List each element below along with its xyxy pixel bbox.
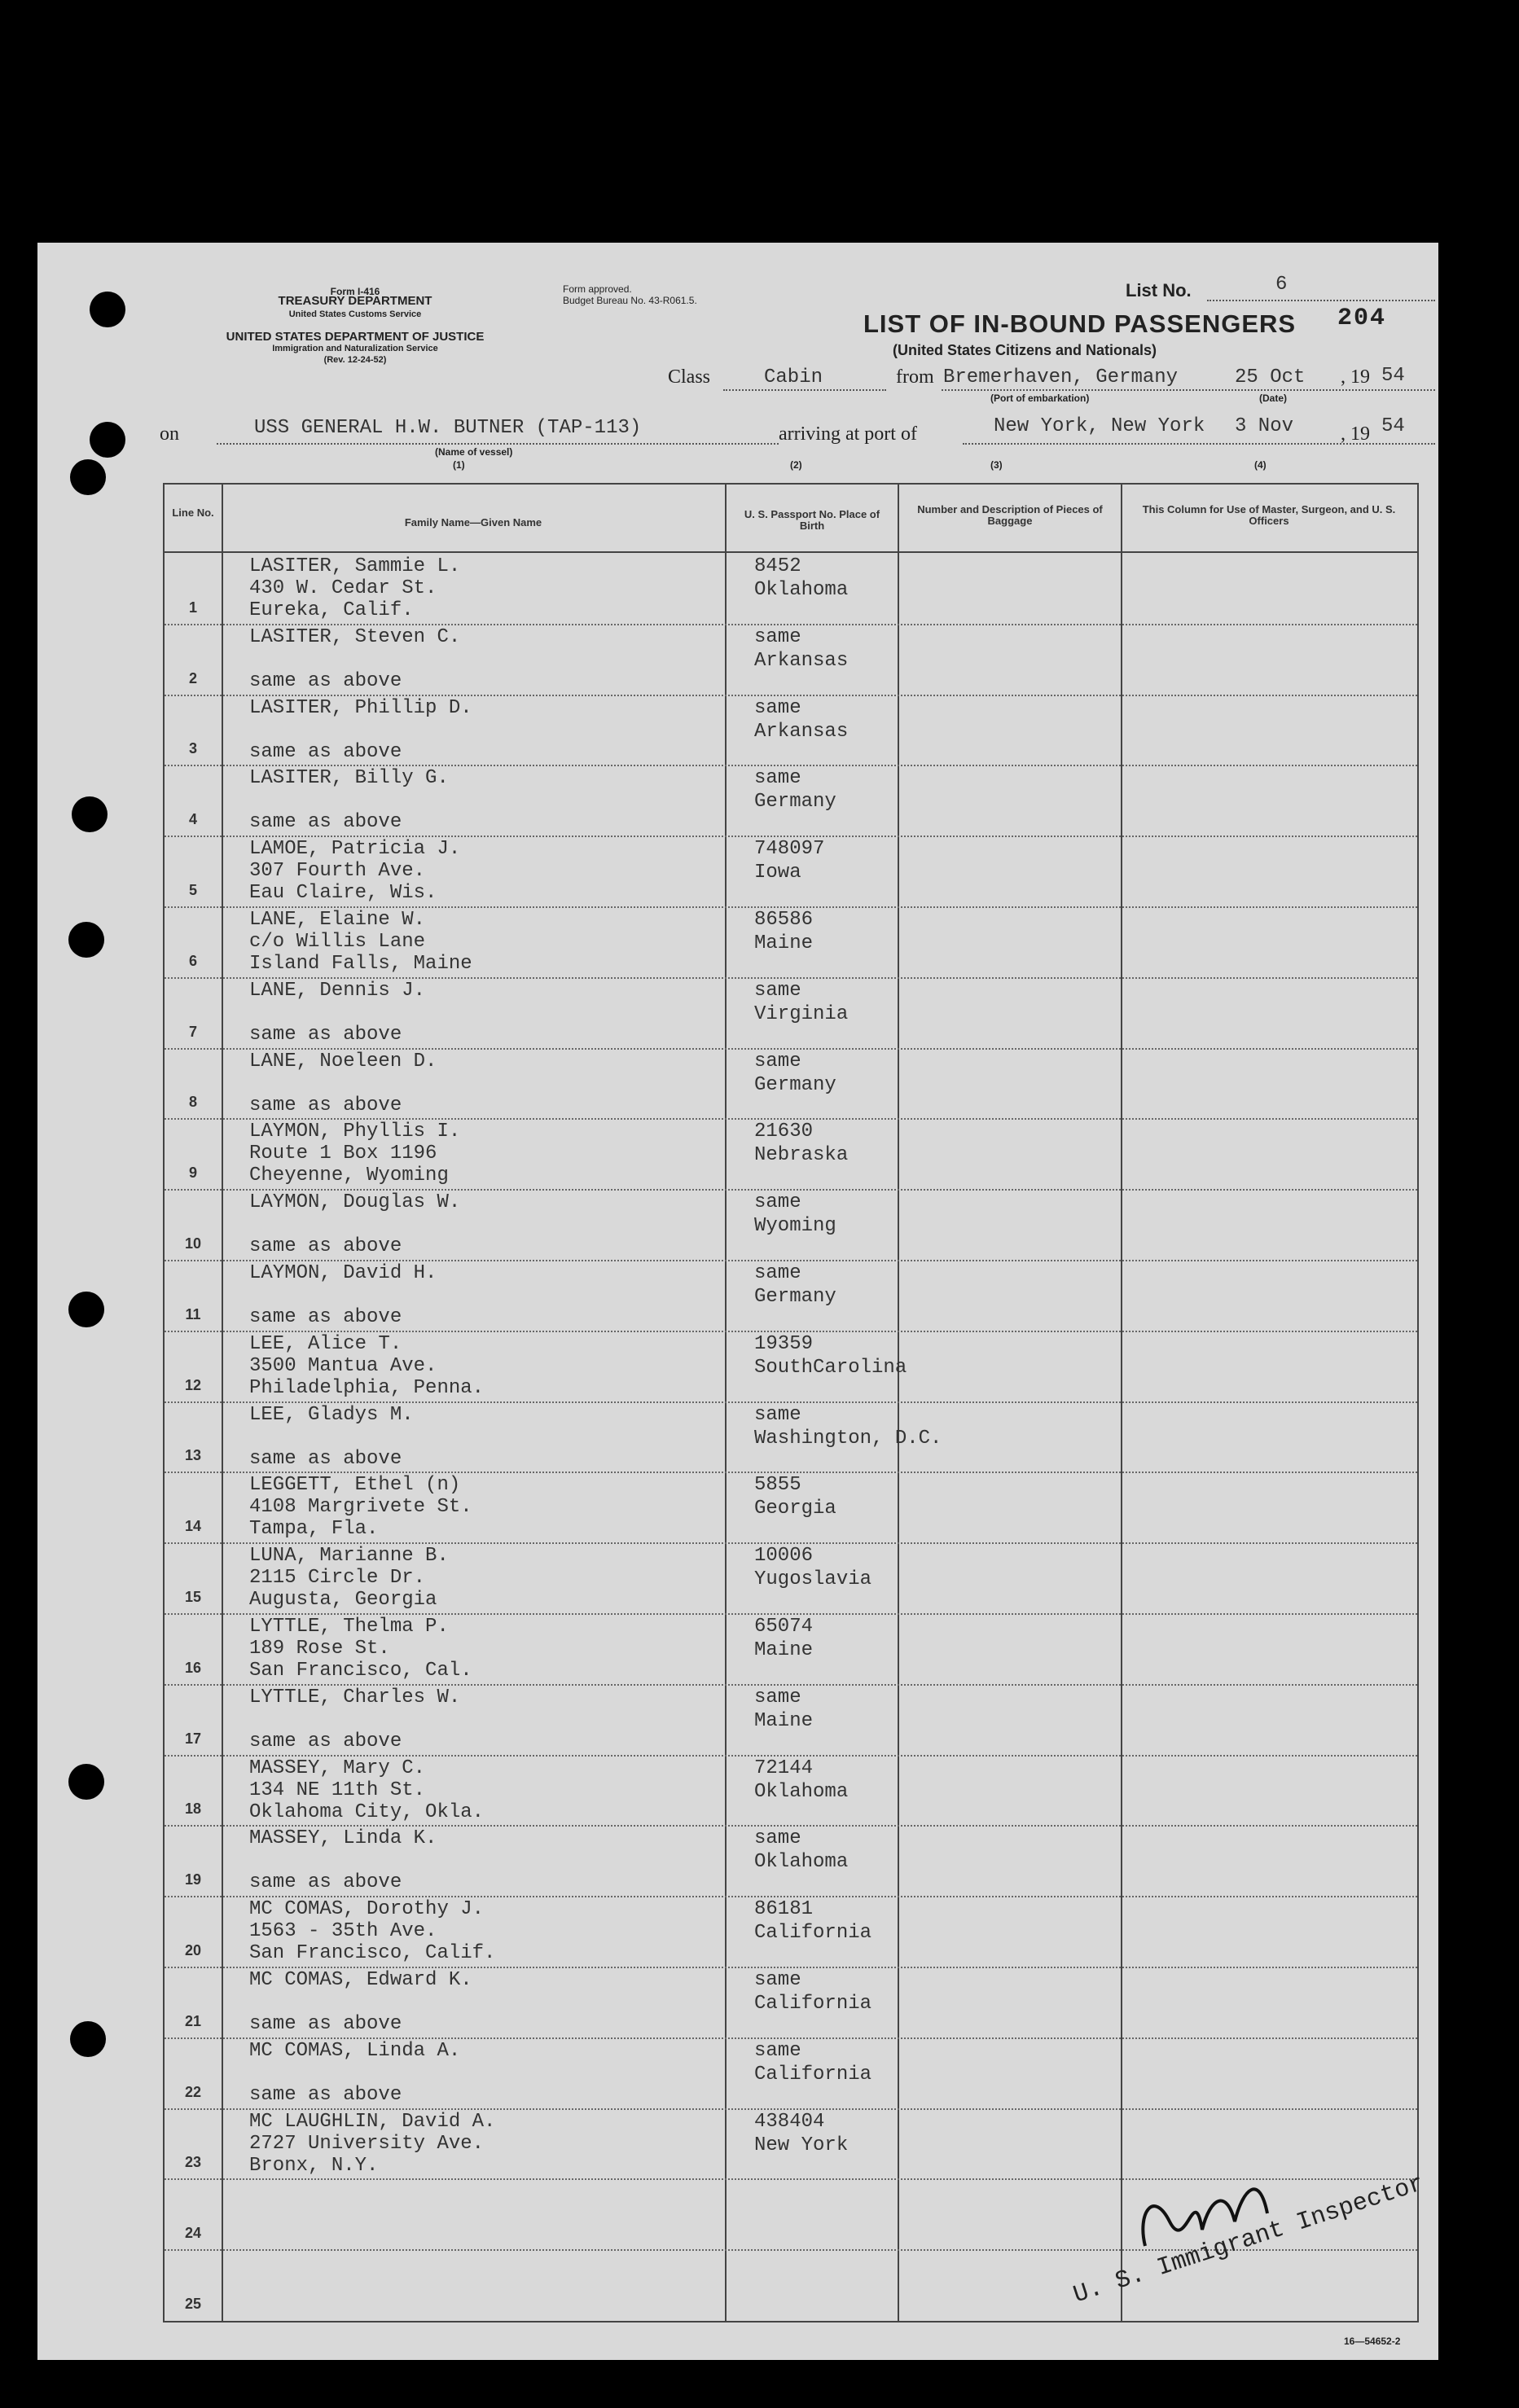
passenger-address: 134 NE 11th St. [249, 1779, 426, 1801]
document-page [37, 243, 1438, 2360]
arriving-label: arriving at port of [779, 423, 917, 445]
passenger-address: c/o Willis Lane [249, 931, 426, 953]
passenger-name: LASITER, Sammie L. [249, 555, 461, 577]
passenger-address: Tampa, Fla. [249, 1518, 379, 1541]
passenger-name: LAMOE, Patricia J. [249, 838, 461, 861]
departure-year: 54 [1381, 365, 1405, 387]
passenger-address: Bronx, N.Y. [249, 2154, 379, 2177]
passenger-address: same as above [249, 740, 402, 763]
place-of-birth: Germany [754, 1286, 836, 1308]
line-number: 13 [184, 1447, 202, 1464]
from-underline [942, 389, 1435, 391]
passenger-address: Eau Claire, Wis. [249, 882, 437, 905]
passport-number: same [754, 696, 801, 719]
passenger-address: 307 Fourth Ave. [249, 860, 426, 883]
place-of-birth: Oklahoma [754, 1780, 849, 1803]
passport-number: same [754, 625, 801, 648]
place-of-birth: New York [754, 2134, 849, 2156]
place-of-birth: Germany [754, 1073, 836, 1096]
page-stamp: 204 [1337, 305, 1387, 332]
line-number: 12 [184, 1376, 202, 1393]
line-number: 16 [184, 1659, 202, 1676]
passenger-address: 3500 Mantua Ave. [249, 1354, 437, 1377]
passport-number: same [754, 1827, 801, 1850]
passenger-address: same as above [249, 1094, 402, 1116]
passenger-address: Route 1 Box 1196 [249, 1143, 437, 1165]
passenger-address: same as above [249, 1235, 402, 1258]
date-caption: (Date) [1259, 393, 1288, 404]
passenger-address: 2115 Circle Dr. [249, 1567, 426, 1590]
punch-hole [68, 922, 104, 958]
line-number: 10 [184, 1235, 202, 1252]
passenger-address: same as above [249, 1447, 402, 1470]
passenger-table [163, 483, 1419, 2322]
passenger-name: MC LAUGHLIN, David A. [249, 2110, 496, 2133]
page-title: LIST OF IN-BOUND PASSENGERS [863, 309, 1297, 338]
punch-hole [90, 292, 125, 327]
place-of-birth: Arkansas [754, 649, 849, 672]
line-number: 11 [185, 1305, 201, 1322]
passenger-address: San Francisco, Cal. [249, 1660, 472, 1682]
punch-hole [68, 1292, 104, 1327]
line-number: 23 [184, 2154, 202, 2171]
passenger-name: LASITER, Steven C. [249, 625, 461, 648]
line-number: 22 [184, 2083, 202, 2100]
arrival-port: New York, New York [994, 415, 1205, 437]
passenger-name: LAYMON, Phyllis I. [249, 1121, 461, 1143]
class-value: Cabin [764, 366, 823, 388]
passenger-address: 189 Rose St. [249, 1638, 390, 1660]
punch-hole [70, 459, 106, 495]
passenger-address: Oklahoma City, Okla. [249, 1801, 485, 1823]
list-no-underline [1207, 300, 1435, 301]
immigration-service: Immigration and Naturalization Service [272, 344, 438, 353]
departure-year-prefix: , 19 [1341, 366, 1370, 388]
punch-hole [70, 2021, 106, 2057]
column-2-marker: (2) [790, 459, 802, 471]
line-number: 20 [184, 1942, 202, 1958]
place-of-birth: Maine [754, 932, 814, 954]
passenger-name: LANE, Elaine W. [249, 909, 426, 931]
passenger-name: LEE, Alice T. [249, 1332, 402, 1355]
line-number: 6 [188, 952, 197, 969]
passenger-name: LANE, Noeleen D. [249, 1050, 437, 1072]
line-number: 9 [188, 1165, 197, 1182]
place-of-birth: Iowa [754, 862, 801, 884]
line-number: 8 [188, 1094, 197, 1111]
passenger-address: same as above [249, 1730, 402, 1752]
place-of-birth: Yugoslavia [754, 1568, 872, 1591]
passport-number: 21630 [754, 1121, 814, 1143]
passport-number: same [754, 1262, 801, 1284]
line-number: 19 [184, 1871, 202, 1888]
line-number: 1 [188, 599, 197, 616]
form-number: Form I-416 [330, 286, 380, 297]
passenger-address: 1563 - 35th Ave. [249, 1920, 437, 1943]
place-of-birth: Germany [754, 791, 836, 814]
revision-date: (Rev. 12-24-52) [323, 355, 387, 365]
passport-number: same [754, 1686, 801, 1708]
column-header-passport: U. S. Passport No. Place of Birth [744, 508, 880, 532]
place-of-birth: Oklahoma [754, 579, 849, 601]
punch-hole [72, 796, 108, 832]
place-of-birth: California [754, 1993, 872, 2015]
passport-number: 438404 [754, 2110, 825, 2133]
footer-code: 16—54652-2 [1344, 2336, 1401, 2347]
passport-number: 86181 [754, 1898, 814, 1921]
port-of-embarkation: Bremerhaven, Germany [943, 366, 1179, 388]
passenger-address: San Francisco, Calif. [249, 1942, 496, 1965]
passport-number: same [754, 1191, 801, 1214]
line-number: 5 [188, 882, 197, 898]
passenger-address: 430 W. Cedar St. [249, 577, 437, 599]
passenger-name: LYTTLE, Charles W. [249, 1686, 461, 1708]
passenger-address: same as above [249, 2013, 402, 2035]
column-header-line-no: Line No. [172, 507, 214, 519]
passport-number: 748097 [754, 838, 825, 861]
passenger-name: MC COMAS, Dorothy J. [249, 1898, 485, 1921]
place-of-birth: Arkansas [754, 720, 849, 743]
passport-number: 8452 [754, 555, 801, 577]
passport-number: same [754, 979, 801, 1002]
department-of-justice: UNITED STATES DEPARTMENT OF JUSTICE [226, 330, 485, 344]
arrival-year-prefix: , 19 [1341, 423, 1370, 445]
passenger-address: Eureka, Calif. [249, 599, 414, 621]
vessel-name: USS GENERAL H.W. BUTNER (TAP-113) [254, 417, 642, 439]
passenger-address: same as above [249, 1306, 402, 1328]
place-of-birth: Virginia [754, 1002, 849, 1025]
passenger-address: same as above [249, 1023, 402, 1046]
punch-hole [90, 422, 125, 458]
passenger-address: Cheyenne, Wyoming [249, 1165, 449, 1187]
passport-number: 86586 [754, 909, 814, 931]
column-4-marker: (4) [1254, 459, 1267, 471]
passenger-address: Island Falls, Maine [249, 953, 472, 975]
passport-number: 72144 [754, 1757, 814, 1779]
place-of-birth: SouthCarolina [754, 1356, 907, 1379]
passenger-address: same as above [249, 1871, 402, 1894]
punch-hole [68, 1764, 104, 1800]
passenger-name: LYTTLE, Thelma P. [249, 1616, 449, 1638]
place-of-birth: Georgia [754, 1498, 836, 1520]
header-divider [165, 551, 1417, 553]
line-number: 14 [184, 1518, 202, 1535]
treasury-department: TREASURY DEPARTMENT [278, 294, 432, 308]
passport-number: 19359 [754, 1332, 814, 1355]
place-of-birth: Maine [754, 1639, 814, 1661]
passenger-name: LASITER, Phillip D. [249, 696, 472, 719]
column-1-marker: (1) [453, 459, 465, 471]
column-3-marker: (3) [990, 459, 1003, 471]
line-number: 21 [184, 2012, 202, 2029]
form-approved: Form approved. [563, 283, 632, 295]
list-no-label: List No. [1126, 280, 1192, 300]
passport-number: same [754, 1969, 801, 1991]
line-number: 25 [184, 2296, 202, 2312]
line-number: 18 [184, 1801, 202, 1818]
passport-number: same [754, 767, 801, 790]
passport-number: same [754, 1050, 801, 1072]
page-subtitle: (United States Citizens and Nationals) [893, 342, 1157, 358]
class-underline [723, 389, 886, 391]
passport-number: 65074 [754, 1616, 814, 1638]
place-of-birth: California [754, 2063, 872, 2086]
line-number: 7 [188, 1023, 197, 1040]
passenger-address: 4108 Margrivete St. [249, 1496, 472, 1519]
list-no-value: 6 [1275, 274, 1288, 296]
passenger-name: MC COMAS, Edward K. [249, 1969, 472, 1991]
place-of-birth: Oklahoma [754, 1851, 849, 1874]
inspector-stamp: U. S. Immigrant Inspector [1070, 2169, 1428, 2310]
passenger-name: LAYMON, Douglas W. [249, 1191, 461, 1214]
line-number: 24 [184, 2225, 202, 2242]
line-number: 15 [184, 1589, 202, 1605]
column-header-name: Family Name—Given Name [404, 516, 542, 529]
passenger-name: LEE, Gladys M. [249, 1403, 414, 1426]
passenger-name: LAYMON, David H. [249, 1262, 437, 1284]
passenger-address: same as above [249, 669, 402, 692]
passenger-name: MC COMAS, Linda A. [249, 2039, 461, 2062]
place-of-birth: Maine [754, 1709, 814, 1732]
passport-number: same [754, 1403, 801, 1426]
passport-number: 5855 [754, 1474, 801, 1497]
signature-mark [1121, 2165, 1300, 2262]
place-of-birth: Wyoming [754, 1215, 836, 1238]
column-header-baggage: Number and Description of Pieces of Baggage [917, 503, 1103, 527]
departure-date: 25 Oct [1235, 366, 1306, 388]
place-of-birth: Washington, D.C. [754, 1427, 942, 1450]
passenger-address: Augusta, Georgia [249, 1589, 437, 1612]
vessel-underline [217, 443, 779, 445]
passenger-name: MASSEY, Linda K. [249, 1827, 437, 1850]
arrival-date: 3 Nov [1235, 415, 1294, 437]
passenger-address: same as above [249, 811, 402, 834]
arrival-year: 54 [1381, 415, 1405, 437]
passport-number: 10006 [754, 1545, 814, 1568]
vessel-caption: (Name of vessel) [435, 446, 513, 458]
passenger-address: 2727 University Ave. [249, 2132, 485, 2155]
passenger-address: same as above [249, 2083, 402, 2106]
passenger-name: MASSEY, Mary C. [249, 1757, 426, 1779]
passenger-name: LASITER, Billy G. [249, 767, 449, 790]
class-label: Class [668, 366, 711, 388]
line-number: 2 [188, 669, 197, 686]
passenger-address: Philadelphia, Penna. [249, 1376, 485, 1399]
customs-service: United States Customs Service [288, 309, 422, 319]
passport-number: same [754, 2039, 801, 2062]
place-of-birth: Nebraska [754, 1144, 849, 1167]
passenger-name: LANE, Dennis J. [249, 979, 426, 1002]
line-number: 17 [184, 1730, 202, 1747]
port-caption: (Port of embarkation) [990, 393, 1090, 404]
from-label: from [896, 366, 934, 388]
place-of-birth: California [754, 1922, 872, 1945]
passenger-name: LEGGETT, Ethel (n) [249, 1474, 461, 1497]
line-number: 4 [188, 811, 197, 828]
budget-bureau: Budget Bureau No. 43-R061.5. [563, 295, 697, 306]
line-number: 3 [188, 740, 197, 757]
on-label: on [160, 423, 179, 445]
passenger-name: LUNA, Marianne B. [249, 1545, 449, 1568]
column-header-officers: This Column for Use of Master, Surgeon, and U. S. Officers [1142, 503, 1396, 527]
